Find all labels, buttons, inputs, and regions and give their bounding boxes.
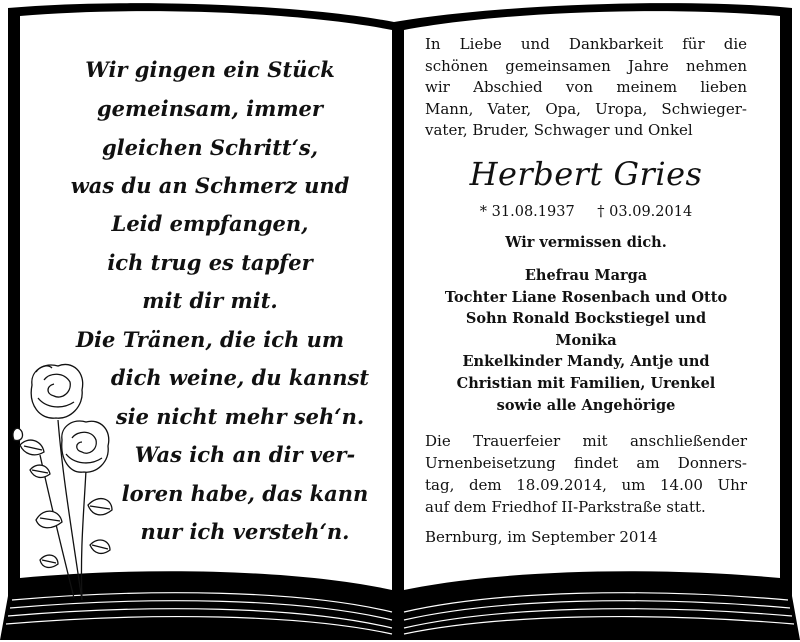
poem-line: Wir gingen ein Stück: [85, 57, 335, 82]
poem-line: Die Tränen, die ich um: [75, 327, 345, 352]
intro-line: schönen gemeinsamen Jahre nehmen: [425, 56, 747, 75]
service-line: tag, dem 18.09.2014, um 14.00 Uhr: [425, 476, 747, 495]
miss-you-line: Wir vermissen dich.: [505, 233, 667, 251]
family-list: [425, 265, 747, 416]
family-line: sowie alle Angehörige: [496, 396, 676, 414]
family-line: Christian mit Familien, Urenkel: [456, 374, 716, 392]
poem-line: was du an Schmerz und: [70, 173, 350, 198]
poem-line: dich weine, du kannst: [110, 365, 370, 390]
service-info: [425, 430, 747, 518]
intro-line: Mann, Vater, Opa, Uropa, Schwieger-: [425, 99, 747, 118]
family-line: Tochter Liane Rosenbach und Otto: [444, 288, 728, 306]
deceased-name: Herbert Gries: [469, 154, 703, 193]
poem-line: gemeinsam, immer: [97, 96, 323, 121]
poem-line: Leid empfangen,: [111, 211, 309, 236]
poem-line: sie nicht mehr seh‘n.: [115, 404, 365, 429]
death-date: † 03.09.2014: [597, 203, 693, 220]
service-line: Urnenbeisetzung findet am Donners-: [425, 454, 747, 473]
poem-line: loren habe, das kann: [121, 481, 369, 506]
poem-line: nur ich versteh‘n.: [140, 519, 350, 544]
intro-line: In Liebe und Dankbarkeit für die: [425, 35, 747, 53]
life-dates: [425, 202, 747, 222]
service-line: auf dem Friedhof II-Parkstraße statt.: [425, 498, 706, 517]
poem-line: Was ich an dir ver-: [134, 442, 356, 467]
family-line: Monika: [555, 331, 617, 349]
notice: [425, 34, 747, 548]
intro-line: vater, Bruder, Schwager und Onkel: [425, 121, 693, 140]
family-line: Enkelkinder Mandy, Antje und: [462, 353, 710, 371]
poem-line: ich trug es tapfer: [107, 250, 313, 275]
family-line: Sohn Ronald Bockstiegel und: [465, 310, 707, 328]
family-line: Ehefrau Marga: [524, 266, 648, 284]
poem-line: gleichen Schritt‘s,: [101, 135, 319, 160]
birth-date: * 31.08.1937: [479, 203, 575, 220]
intro-line: wir Abschied von meinem lieben: [425, 78, 747, 97]
poem-line: mit dir mit.: [142, 288, 278, 313]
place-date: Bernburg, im September 2014: [425, 528, 658, 547]
intro-text: [425, 34, 747, 142]
service-line: Die Trauerfeier mit anschließender: [425, 432, 747, 451]
